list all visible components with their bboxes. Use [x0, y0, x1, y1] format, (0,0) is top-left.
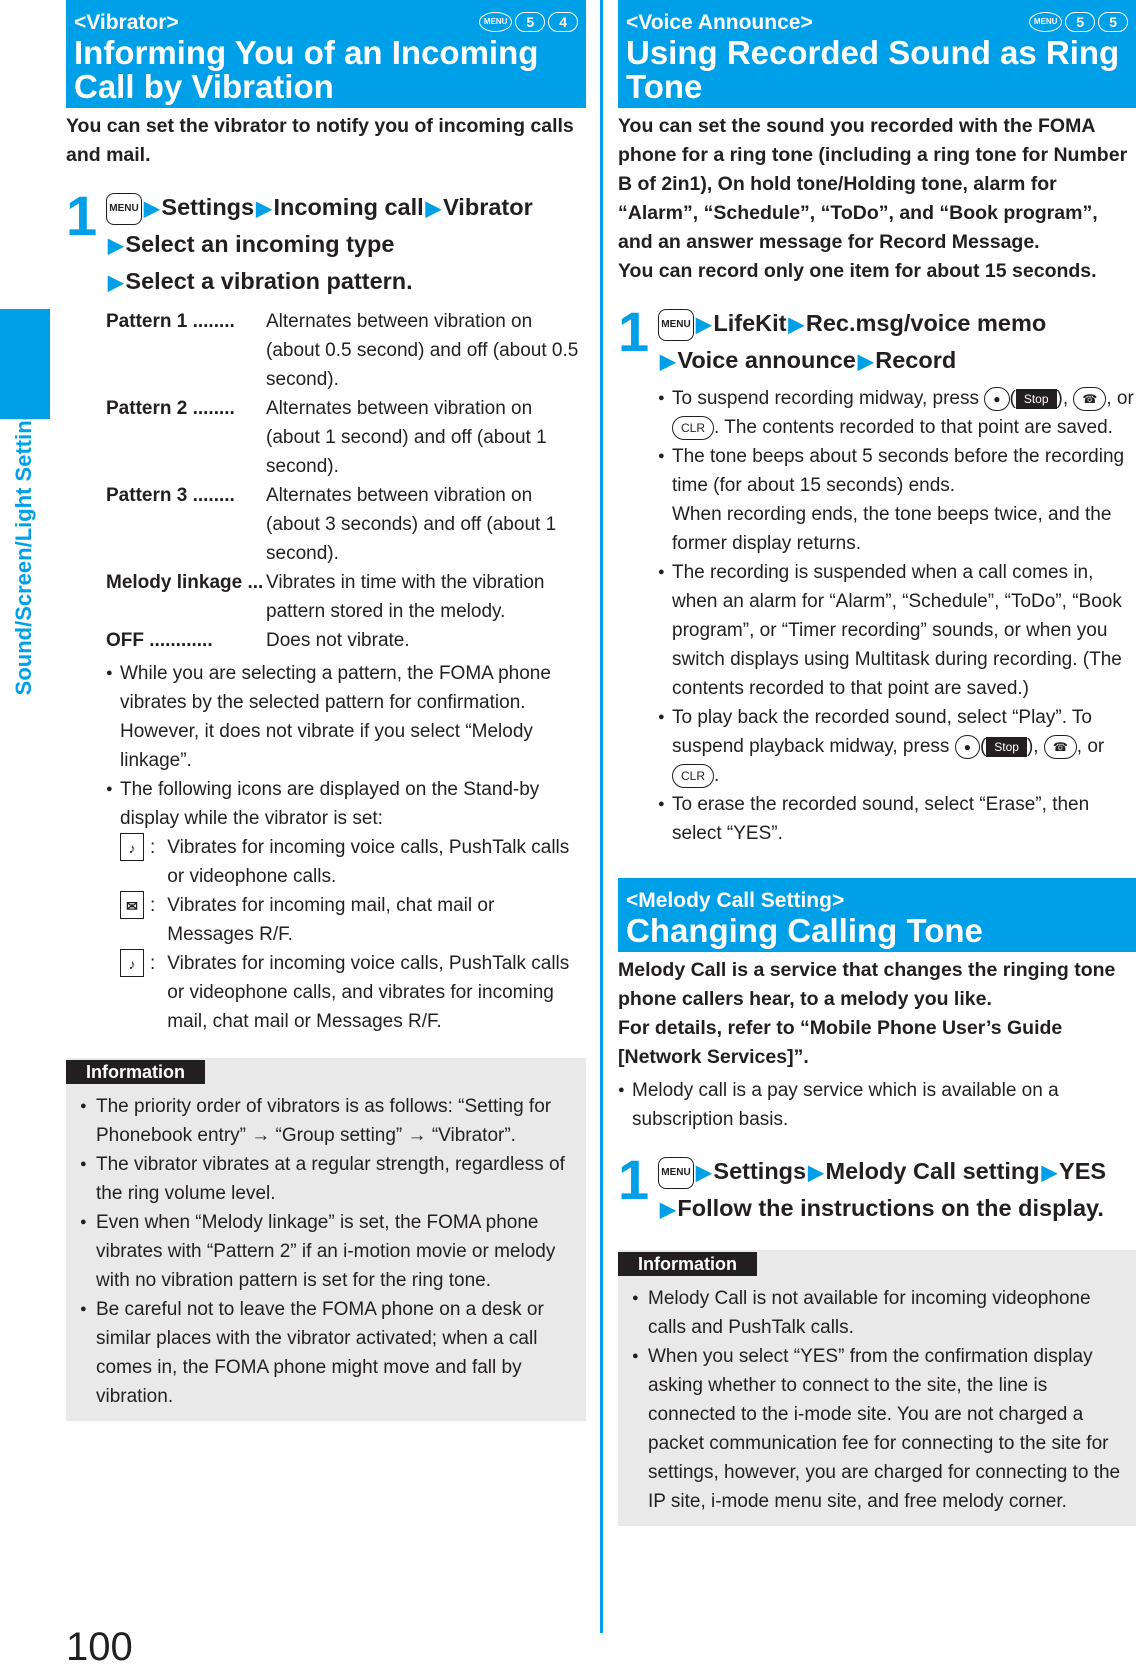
- section-tag: <Voice Announce>: [626, 11, 813, 34]
- colon: :: [150, 953, 156, 974]
- pattern-row: [106, 307, 586, 394]
- step-part: Rec.msg/voice memo: [805, 310, 1047, 336]
- info-item: ● Even when “Melody linkage” is set, the FOMA phone vibrates with “Pattern 2” if an i-motion movie or melody with no vibration pattern is set for the ring tone.: [80, 1208, 572, 1295]
- info-item: ● Melody Call is not available for incoming videophone calls and PushTalk calls.: [632, 1284, 1122, 1342]
- step-instruction: [658, 1154, 1136, 1228]
- section-title: Informing You of an Incoming Call by Vibration: [74, 34, 539, 105]
- key-4-icon: 4: [548, 12, 578, 32]
- pattern-row: [106, 626, 586, 655]
- arrow-icon: ▶: [256, 198, 272, 220]
- side-label: Sound/Screen/Light Settings: [11, 394, 36, 696]
- clr-key-icon: CLR: [672, 764, 714, 788]
- step-part: Select an incoming type: [125, 231, 395, 257]
- info-item: ● The vibrator vibrates at a regular strength, regardless of the ring volume level.: [80, 1150, 572, 1208]
- key-5-icon: 5: [515, 12, 545, 32]
- vibrator-call-icon: ♪: [120, 833, 144, 861]
- step-part: YES: [1059, 1158, 1107, 1184]
- note-item: ● To play back the recorded sound, select “Play”. To suspend playback midway, press ● ( Stop ), ☎ , or CLR .: [658, 703, 1136, 790]
- info-item: ● The priority order of vibrators is as follows: “Setting for Phonebook entry” → “Group setting” → “Vibrator”.: [80, 1092, 572, 1150]
- information-box: [66, 1058, 586, 1421]
- section-tag: <Melody Call Setting>: [626, 889, 845, 912]
- information-box: [618, 1250, 1136, 1526]
- note-text: or: [1087, 736, 1105, 757]
- colon: :: [150, 895, 156, 916]
- intro-text: You can set the sound you recorded with the FOMA phone for a ring tone (including a ring tone for Number B of 2in1), On hold tone/Holding tone, alarm for “Alarm”, “Schedule”, “ToDo”, and “Book program”, and an answer message for Record Message.: [618, 115, 1128, 253]
- column-divider: [600, 0, 603, 1633]
- menu-key-sequence: [479, 12, 578, 32]
- step-part: Settings: [713, 1158, 807, 1184]
- arrow-icon: ▶: [108, 235, 124, 257]
- vibrator-icon-list: [120, 833, 586, 1036]
- arrow-icon: ▶: [857, 351, 874, 373]
- information-label: Information: [66, 1060, 205, 1084]
- vibrator-mail-icon: ✉: [120, 891, 144, 919]
- menu-key-icon: MENU: [479, 12, 513, 32]
- note-item: ● The following icons are displayed on the Stand-by display while the vibrator is set:: [106, 775, 586, 833]
- step-1: [618, 1148, 1136, 1228]
- arrow-icon: ▶: [660, 351, 676, 373]
- step-1: [618, 300, 1136, 380]
- icon-row: [120, 891, 586, 949]
- step-part: Follow the instructions on the display.: [677, 1195, 1104, 1221]
- note-text: To play back the recorded sound, select “Play”. To suspend playback midway, press: [672, 707, 1092, 757]
- intro-text: Melody Call is a service that changes the ringing tone phone callers hear, to a melody you like.: [618, 959, 1116, 1010]
- intro-text: You can set the vibrator to notify you of incoming calls and mail.: [66, 115, 574, 166]
- info-item: ● Be careful not to leave the FOMA phone on a desk or similar places with the vibrator activated; when a call comes in, the FOMA phone might move and fall by vibration.: [80, 1295, 572, 1411]
- step-instruction: [106, 190, 586, 301]
- voice-announce-section-header: [618, 0, 1136, 108]
- arrow-icon: ▶: [1041, 1162, 1058, 1184]
- step-number: 1: [66, 184, 98, 247]
- step-part: Melody Call setting: [825, 1158, 1040, 1184]
- notes-list: [106, 659, 586, 833]
- step-part: Vibrator: [443, 194, 533, 220]
- note-item: [658, 442, 1136, 558]
- note-text: ● The tone beeps about 5 seconds before the recording time (for about 15 seconds) ends.: [672, 446, 1125, 496]
- step-part: Select a vibration pattern.: [125, 268, 413, 294]
- phone-key-icon: ☎: [1073, 387, 1106, 411]
- note-text: When recording ends, the tone beeps twice, and the former display returns.: [672, 504, 1112, 554]
- icon-desc: Vibrates for incoming voice calls, PushTalk calls or videophone calls.: [167, 837, 570, 887]
- pattern-row: [106, 394, 586, 481]
- step-instruction: [658, 306, 1136, 380]
- arrow-icon: ▶: [108, 272, 124, 294]
- pattern-desc: Alternates between vibration on (about 0.5 second) and off (about 0.5 second).: [266, 311, 579, 390]
- step-part: Record: [875, 347, 957, 373]
- pattern-desc: Alternates between vibration on (about 3 seconds) and off (about 1 second).: [266, 485, 557, 564]
- menu-key-icon: MENU: [1029, 12, 1063, 32]
- notes-list: [618, 1076, 1136, 1134]
- arrow-icon: ▶: [788, 314, 804, 336]
- melody-call-section-header: [618, 878, 1136, 952]
- clr-key-icon: CLR: [672, 416, 714, 440]
- arrow-icon: ▶: [808, 1162, 824, 1184]
- pattern-key: Pattern 1 ........: [106, 311, 235, 332]
- pattern-row: [106, 568, 586, 626]
- phone-key-icon: ☎: [1044, 735, 1077, 759]
- icon-desc: Vibrates for incoming voice calls, PushTalk calls or videophone calls, and vibrates for incoming mail, chat mail or Messages R/F.: [167, 953, 570, 1032]
- step-number: 1: [618, 300, 650, 363]
- section-tag: <Vibrator>: [74, 11, 179, 34]
- step-part: Voice announce: [677, 347, 856, 373]
- menu-button-icon: MENU: [106, 193, 142, 225]
- section-title: Using Recorded Sound as Ring Tone: [626, 34, 1120, 105]
- key-5-icon: 5: [1098, 12, 1128, 32]
- icon-desc: Vibrates for incoming mail, chat mail or Messages R/F.: [167, 895, 495, 945]
- section-title: Changing Calling Tone: [626, 912, 983, 949]
- icon-row: [120, 949, 586, 1036]
- notes-list: [658, 384, 1136, 848]
- intro-text-2: For details, refer to “Mobile Phone User’s Guide [Network Services]”.: [618, 1017, 1063, 1068]
- step-part: Incoming call: [273, 194, 424, 220]
- step-number: 1: [618, 1148, 650, 1211]
- note-item: ● Melody call is a pay service which is available on a subscription basis.: [618, 1076, 1136, 1134]
- pattern-list: [106, 307, 586, 655]
- pattern-row: [106, 481, 586, 568]
- arrow-icon: ▶: [696, 314, 712, 336]
- stop-softkey-icon: Stop: [1016, 389, 1057, 409]
- intro-text-2: You can record only one item for about 15 seconds.: [618, 260, 1097, 282]
- vibrator-section-header: [66, 0, 586, 108]
- note-text: . The contents recorded to that point are saved.: [714, 417, 1113, 438]
- menu-button-icon: MENU: [658, 1157, 694, 1189]
- menu-button-icon: MENU: [658, 309, 694, 341]
- pattern-key: Melody linkage ...: [106, 572, 264, 593]
- info-item: ● When you select “YES” from the confirmation display asking whether to connect to the site, the line is connected to the i-mode site. You are not charged a packet communication fee for connecting to the site for settings, however, you are charged for connecting to the IP site, i-mode menu site, and free melody corner.: [632, 1342, 1122, 1516]
- arrow-icon: ▶: [696, 1162, 712, 1184]
- note-text: , or: [1106, 388, 1134, 409]
- pattern-desc: Does not vibrate.: [266, 630, 410, 651]
- note-item: ● To suspend recording midway, press ● ( Stop ), ☎ , or CLR . The contents recorded to that point are saved.: [658, 384, 1136, 442]
- step-part: Settings: [161, 194, 255, 220]
- left-column: [66, 0, 586, 1421]
- note-item: ● While you are selecting a pattern, the FOMA phone vibrates by the selected pattern for confirmation. However, it does not vibrate if you select “Melody linkage”.: [106, 659, 586, 775]
- arrow-icon: ▶: [425, 198, 442, 220]
- note-item: ● The recording is suspended when a call comes in, when an alarm for “Alarm”, “Schedule”, “ToDo”, “Book program”, or “Timer recording” sounds, or when you switch displays using Multitask during recording. (The contents recorded to that point are saved.): [658, 558, 1136, 703]
- vibrator-call-mail-icon: ♪: [120, 949, 144, 977]
- menu-key-sequence: [1029, 12, 1128, 32]
- pattern-key: Pattern 2 ........: [106, 398, 235, 419]
- pattern-key: Pattern 3 ........: [106, 485, 235, 506]
- arrow-icon: ▶: [144, 198, 160, 220]
- arrow-icon: ▶: [660, 1199, 676, 1221]
- pattern-key: OFF ............: [106, 630, 213, 651]
- note-item: ● To erase the recorded sound, select “Erase”, then select “YES”.: [658, 790, 1136, 848]
- key-5-icon: 5: [1065, 12, 1095, 32]
- note-text: To suspend recording midway, press: [672, 388, 979, 409]
- step-1: [66, 184, 586, 301]
- colon: :: [150, 837, 156, 858]
- stop-softkey-icon: Stop: [986, 737, 1027, 757]
- pattern-desc: Alternates between vibration on (about 1 second) and off (about 1 second).: [266, 398, 547, 477]
- center-key-icon: ●: [984, 387, 1009, 411]
- step-part: LifeKit: [713, 310, 787, 336]
- pattern-desc: Vibrates in time with the vibration pattern stored in the melody.: [266, 572, 545, 622]
- center-key-icon: ●: [955, 735, 980, 759]
- icon-row: [120, 833, 586, 891]
- information-label: Information: [618, 1252, 757, 1276]
- right-column: [618, 0, 1136, 1526]
- page-number: 100: [66, 1625, 133, 1669]
